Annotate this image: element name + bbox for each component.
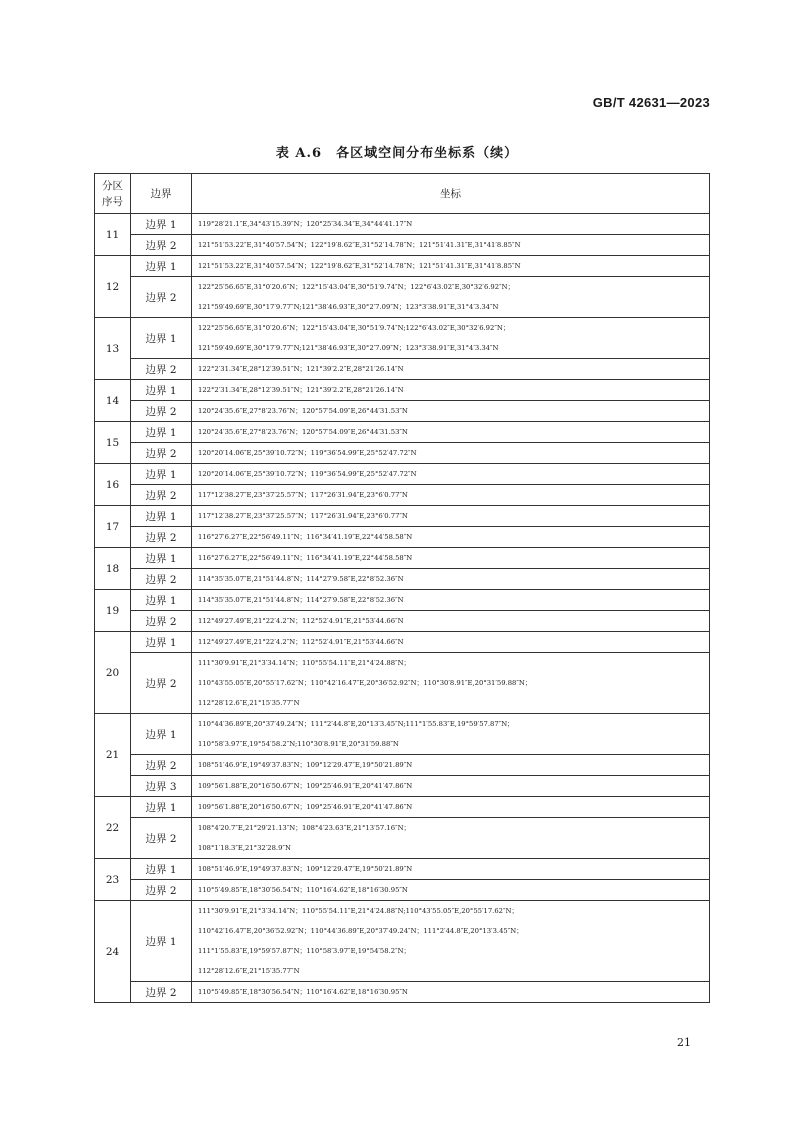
coordinate-line: 108°4′20.7″E,21°29′21.13″N；108°4′23.63″E,21°13′57.16″N； <box>198 824 411 832</box>
boundary-label: 边界 1 <box>131 548 192 569</box>
coordinate-line: 116°27′6.27″E,22°56′49.11″N；116°34′41.19″E,22°44′58.58″N <box>198 533 413 541</box>
coordinates-cell <box>192 464 710 485</box>
coordinate-line: 117°12′38.27″E,23°37′25.57″N；117°26′31.94″E,23°6′0.77″N <box>198 512 408 520</box>
coordinates-table <box>94 173 710 1003</box>
table-row <box>95 277 710 318</box>
boundary-label: 边界 2 <box>131 569 192 590</box>
coordinate-line: 108°1′18.3″E,21°32′28.9″N <box>198 844 291 852</box>
table-row <box>95 401 710 422</box>
boundary-label: 边界 2 <box>131 359 192 380</box>
boundary-label: 边界 2 <box>131 401 192 422</box>
coordinates-cell <box>192 422 710 443</box>
table-row <box>95 797 710 818</box>
boundary-label: 边界 1 <box>131 859 192 880</box>
coordinate-line: 111°30′9.91″E,21°3′34.14″N；110°55′54.11″E,21°4′24.88″N;110°43′55.05″E,20°55′17.62″N； <box>198 907 519 915</box>
boundary-label: 边界 2 <box>131 527 192 548</box>
header-boundary: 边界 <box>131 174 192 214</box>
table-row <box>95 318 710 359</box>
table-row <box>95 776 710 797</box>
coordinates-cell <box>192 755 710 776</box>
table-row <box>95 527 710 548</box>
boundary-label: 边界 1 <box>131 380 192 401</box>
zone-number: 23 <box>95 859 131 901</box>
table-row <box>95 235 710 256</box>
coordinate-line: 120°24′35.6″E,27°8′23.76″N；120°57′54.09″E,26°44′31.53″N <box>198 428 408 436</box>
table-row <box>95 485 710 506</box>
table-row <box>95 590 710 611</box>
coordinates-cell <box>192 548 710 569</box>
boundary-label: 边界 1 <box>131 714 192 755</box>
table-row <box>95 611 710 632</box>
zone-number: 21 <box>95 714 131 797</box>
coordinate-line: 121°51′53.22″E,31°40′57.54″N；122°19′8.62″E,31°52′14.78″N；121°51′41.31″E,31°41′8.85″N <box>198 262 521 270</box>
boundary-label: 边界 2 <box>131 982 192 1003</box>
table-row <box>95 755 710 776</box>
coordinate-line: 120°20′14.06″E,25°39′10.72″N；119°36′54.99″E,25°52′47.72″N <box>198 470 417 478</box>
coordinate-line: 120°24′35.6″E,27°8′23.76″N；120°57′54.09″E,26°44′31.53″N <box>198 407 408 415</box>
coordinate-line: 121°59′49.69″E,30°17′9.77″N;121°38′46.93″E,30°2′7.09″N；123°3′38.91″E,31°4′3.34″N <box>198 344 499 352</box>
boundary-label: 边界 2 <box>131 653 192 714</box>
coordinates-cell <box>192 401 710 422</box>
coordinates-cell <box>192 714 710 755</box>
boundary-label: 边界 1 <box>131 632 192 653</box>
zone-number: 20 <box>95 632 131 714</box>
coordinates-cell <box>192 982 710 1003</box>
boundary-label: 边界 2 <box>131 443 192 464</box>
page-number: 21 <box>677 1036 691 1049</box>
coordinates-cell <box>192 653 710 714</box>
coordinate-line: 122°2′31.34″E,28°12′39.51″N；121°39′2.2″E,28°21′26.14″N <box>198 386 404 394</box>
header-zone: 分区序号 <box>95 174 131 214</box>
header-coordinates: 坐标 <box>192 174 710 214</box>
table-row <box>95 506 710 527</box>
table-body <box>95 214 710 1003</box>
coordinate-line: 121°51′53.22″E,31°40′57.54″N；122°19′8.62″E,31°52′14.78″N；121°51′41.31″E,31°41′8.85″N <box>198 241 521 249</box>
table-row <box>95 982 710 1003</box>
zone-number: 17 <box>95 506 131 548</box>
zone-number: 16 <box>95 464 131 506</box>
table-row <box>95 714 710 755</box>
table-row <box>95 548 710 569</box>
coordinate-line: 122°2′31.34″E,28°12′39.51″N；121°39′2.2″E,28°21′26.14″N <box>198 365 404 373</box>
coordinate-line: 117°12′38.27″E,23°37′25.57″N；117°26′31.94″E,23°6′0.77″N <box>198 491 408 499</box>
zone-number: 19 <box>95 590 131 632</box>
boundary-label: 边界 2 <box>131 880 192 901</box>
coordinate-line: 110°44′36.89″E,20°37′49.24″N；111°2′44.8″E,20°13′3.45″N;111°1′55.83″E,19°59′57.87″N； <box>198 720 514 728</box>
table-row <box>95 880 710 901</box>
table-row <box>95 632 710 653</box>
table-title: 表 A.6 各区域空间分布坐标系（续） <box>275 146 519 161</box>
table-row <box>95 818 710 859</box>
coordinate-line: 122°25′56.65″E,31°0′20.6″N；122°15′43.04″E,30°51′9.74″N；122°6′43.02″E,30°32′6.92″N； <box>198 283 515 291</box>
boundary-label: 边界 2 <box>131 485 192 506</box>
coordinates-cell <box>192 776 710 797</box>
coordinate-line: 110°5′49.85″E,18°30′56.54″N；110°16′4.62″E,18°16′30.95″N <box>198 988 408 996</box>
boundary-label: 边界 1 <box>131 464 192 485</box>
boundary-label: 边界 3 <box>131 776 192 797</box>
zone-number: 24 <box>95 901 131 1003</box>
coordinate-line: 111°30′9.91″E,21°3′34.14″N；110°55′54.11″E,21°4′24.88″N； <box>198 659 411 667</box>
zone-number: 22 <box>95 797 131 859</box>
zone-number: 15 <box>95 422 131 464</box>
coordinate-line: 110°5′49.85″E,18°30′56.54″N；110°16′4.62″E,18°16′30.95″N <box>198 886 408 894</box>
table-row <box>95 256 710 277</box>
coordinate-line: 119°28′21.1″E,34°43′15.39″N；120°25′34.34″E,34°44′41.17″N <box>198 220 413 228</box>
boundary-label: 边界 2 <box>131 277 192 318</box>
table-row <box>95 214 710 235</box>
coordinate-line: 121°59′49.69″E,30°17′9.77″N;121°38′46.93″E,30°2′7.09″N；123°3′38.91″E,31°4′3.34″N <box>198 303 499 311</box>
coordinates-cell <box>192 818 710 859</box>
coordinates-cell <box>192 256 710 277</box>
coordinates-cell <box>192 235 710 256</box>
coordinate-line: 109°56′1.88″E,20°16′50.67″N；109°25′46.91″E,20°41′47.86″N <box>198 782 413 790</box>
coordinates-cell <box>192 590 710 611</box>
boundary-label: 边界 1 <box>131 797 192 818</box>
coordinate-line: 114°35′35.07″E,21°51′44.8″N；114°27′9.58″E,22°8′52.36″N <box>198 596 404 604</box>
standard-code: GB/T 42631—2023 <box>592 95 710 110</box>
coordinates-cell <box>192 318 710 359</box>
zone-number: 14 <box>95 380 131 422</box>
coordinates-cell <box>192 797 710 818</box>
coordinate-line: 120°20′14.06″E,25°39′10.72″N；119°36′54.99″E,25°52′47.72″N <box>198 449 417 457</box>
table-row <box>95 443 710 464</box>
table-row <box>95 464 710 485</box>
coordinate-line: 108°51′46.9″E,19°49′37.83″N；109°12′29.47″E,19°50′21.89″N <box>198 865 413 873</box>
boundary-label: 边界 1 <box>131 422 192 443</box>
coordinate-line: 111°1′55.83″E,19°59′57.87″N；110°58′3.97″E,19°54′58.2″N； <box>198 947 411 955</box>
table-row <box>95 359 710 380</box>
coordinate-line: 110°42′16.47″E,20°36′52.92″N；110°44′36.89″E,20°37′49.24″N；111°2′44.8″E,20°13′3.45″N； <box>198 927 524 935</box>
boundary-label: 边界 1 <box>131 214 192 235</box>
coordinate-line: 109°56′1.88″E,20°16′50.67″N；109°25′46.91″E,20°41′47.86″N <box>198 803 413 811</box>
zone-number: 18 <box>95 548 131 590</box>
table-row <box>95 901 710 982</box>
coordinate-line: 122°25′56.65″E,31°0′20.6″N；122°15′43.04″E,30°51′9.74″N;122°6′43.02″E,30°32′6.92″N； <box>198 324 510 332</box>
coordinate-line: 112°49′27.49″E,21°22′4.2″N；112°52′4.91″E,21°53′44.66″N <box>198 617 404 625</box>
coordinates-cell <box>192 277 710 318</box>
table-row <box>95 859 710 880</box>
coordinates-cell <box>192 859 710 880</box>
zone-number: 13 <box>95 318 131 380</box>
coordinates-cell <box>192 359 710 380</box>
coordinates-cell <box>192 527 710 548</box>
coordinates-cell <box>192 880 710 901</box>
boundary-label: 边界 2 <box>131 755 192 776</box>
coordinate-line: 112°49′27.49″E,21°22′4.2″N；112°52′4.91″E,21°53′44.66″N <box>198 638 404 646</box>
coordinates-cell <box>192 214 710 235</box>
zone-number: 12 <box>95 256 131 318</box>
coordinates-cell <box>192 506 710 527</box>
boundary-label: 边界 2 <box>131 611 192 632</box>
boundary-label: 边界 1 <box>131 901 192 982</box>
table-row <box>95 569 710 590</box>
coordinates-cell <box>192 569 710 590</box>
coordinate-line: 110°58′3.97″E,19°54′58.2″N;110°30′8.91″E,20°31′59.88″N <box>198 740 399 748</box>
coordinates-cell <box>192 443 710 464</box>
coordinate-line: 112°28′12.6″E,21°15′35.77″N <box>198 967 300 975</box>
coordinate-line: 114°35′35.07″E,21°51′44.8″N；114°27′9.58″E,22°8′52.36″N <box>198 575 404 583</box>
boundary-label: 边界 2 <box>131 818 192 859</box>
boundary-label: 边界 2 <box>131 235 192 256</box>
boundary-label: 边界 1 <box>131 318 192 359</box>
table-row <box>95 653 710 714</box>
table-row <box>95 422 710 443</box>
coordinate-line: 110°43′55.05″E,20°55′17.62″N；110°42′16.47″E,20°36′52.92″N；110°30′8.91″E,20°31′59.88″N； <box>198 679 532 687</box>
boundary-label: 边界 1 <box>131 506 192 527</box>
coordinate-line: 112°28′12.6″E,21°15′35.77″N <box>198 699 300 707</box>
zone-number: 11 <box>95 214 131 256</box>
coordinates-cell <box>192 611 710 632</box>
coordinate-line: 108°51′46.9″E,19°49′37.83″N；109°12′29.47″E,19°50′21.89″N <box>198 761 413 769</box>
coordinates-cell <box>192 901 710 982</box>
boundary-label: 边界 1 <box>131 590 192 611</box>
table-row <box>95 380 710 401</box>
coordinate-line: 116°27′6.27″E,22°56′49.11″N；116°34′41.19″E,22°44′58.58″N <box>198 554 413 562</box>
coordinates-cell <box>192 485 710 506</box>
coordinates-cell <box>192 632 710 653</box>
boundary-label: 边界 1 <box>131 256 192 277</box>
coordinates-cell <box>192 380 710 401</box>
